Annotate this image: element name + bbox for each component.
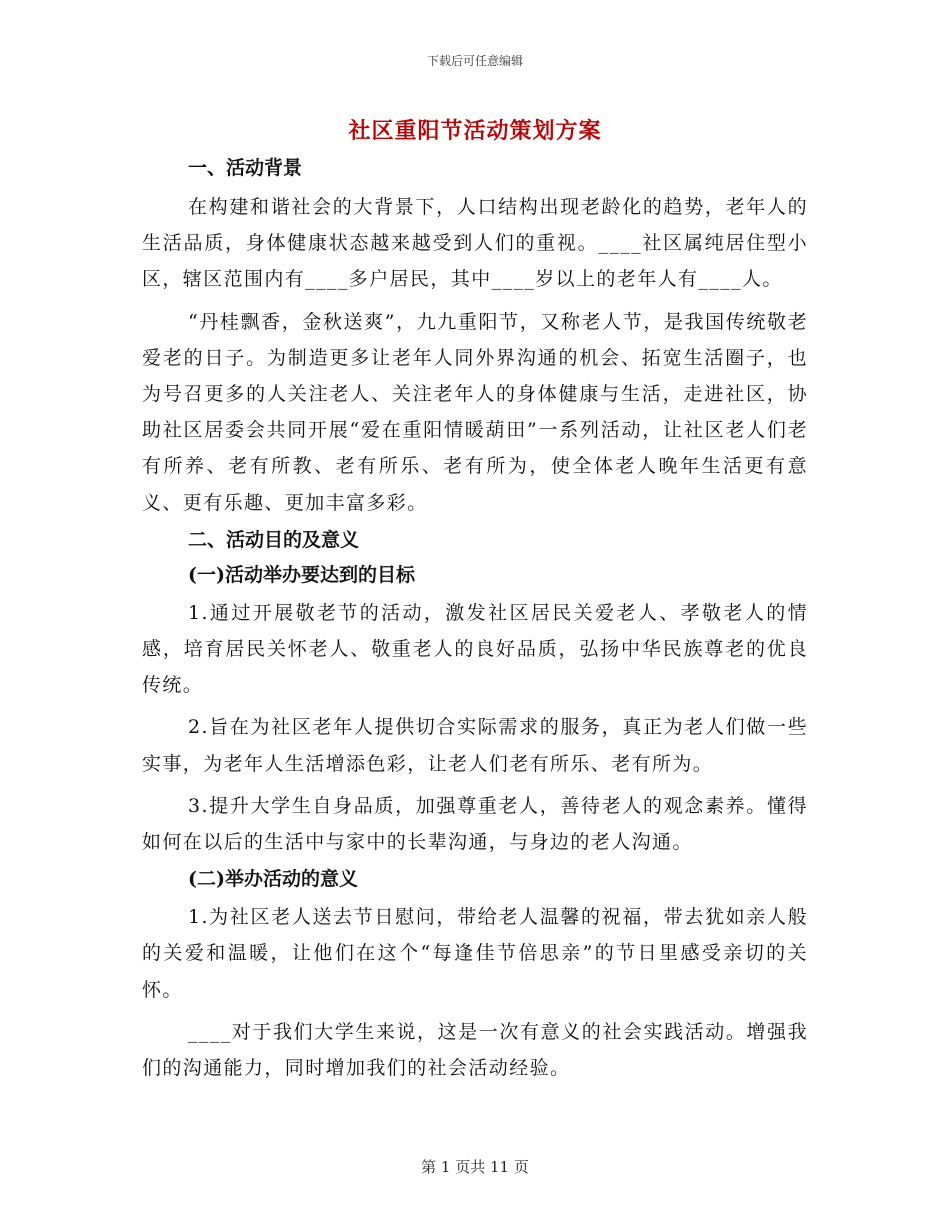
subsection-heading: (二)举办活动的意义: [188, 868, 358, 891]
paragraph: “丹桂飘香，金秋送爽”，九九重阳节，又称老人节，是我国传统敬老爱老的日子。为制造更多让老年人同外界沟通的机会、拓宽生活圈子，也为号召更多的人关注老人、关注老年人的身体健康与生活，走进社区，协助社区居委会共同开展“爱在重阳情暖葫田”一系列活动，让社区老人们老有所养、老有所教、老有所乐、老有所为，使全体老人晚年生活更有意义、更有乐趣、更加丰富多彩。: [142, 310, 808, 514]
paragraph: 1.通过开展敬老节的活动，激发社区居民关爱老人、孝敬老人的情感，培育居民关怀老人、敬重老人的良好品质，弘扬中华民族尊老的优良传统。: [142, 601, 808, 697]
paragraph: 1.为社区老人送去节日慰问，带给老人温馨的祝福，带去犹如亲人般的关爱和温暖，让他们在这个“每逢佳节倍思亲”的节日里感受亲切的关怀。: [142, 906, 808, 1001]
paragraph: 2.旨在为社区老年人提供切合实际需求的服务，真正为老人们做一些实事，为老年人生活增添色彩，让老人们老有所乐、老有所为。: [142, 716, 808, 775]
document-title: 社区重阳节活动策划方案: [348, 118, 602, 144]
section-heading: 二、活动目的及意义: [188, 528, 360, 551]
subsection-heading: (一)活动举办要达到的目标: [188, 563, 415, 586]
document-body: [142, 150, 808, 1086]
paragraph: 3.提升大学生自身品质，加强尊重老人，善待老人的观念素养。懂得如何在以后的生活中与家中的长辈沟通，与身边的老人沟通。: [142, 794, 808, 854]
page-header: 下载后可任意编辑: [426, 54, 523, 68]
paragraph: 在构建和谐社会的大背景下，人口结构出现老龄化的趋势，老年人的生活品质，身体健康状态越来越受到人们的重视。____社区属纯居住型小区，辖区范围内有____多户居民，其中____岁以上的老年人有____人。: [142, 196, 808, 291]
section-heading: 一、活动背景: [188, 157, 303, 179]
page-footer: 第 1 页共 11 页: [421, 1158, 529, 1176]
paragraph: ____对于我们大学生来说，这是一次有意义的社会实践活动。增强我们的沟通能力，同时增加我们的社会活动经验。: [142, 1020, 808, 1080]
